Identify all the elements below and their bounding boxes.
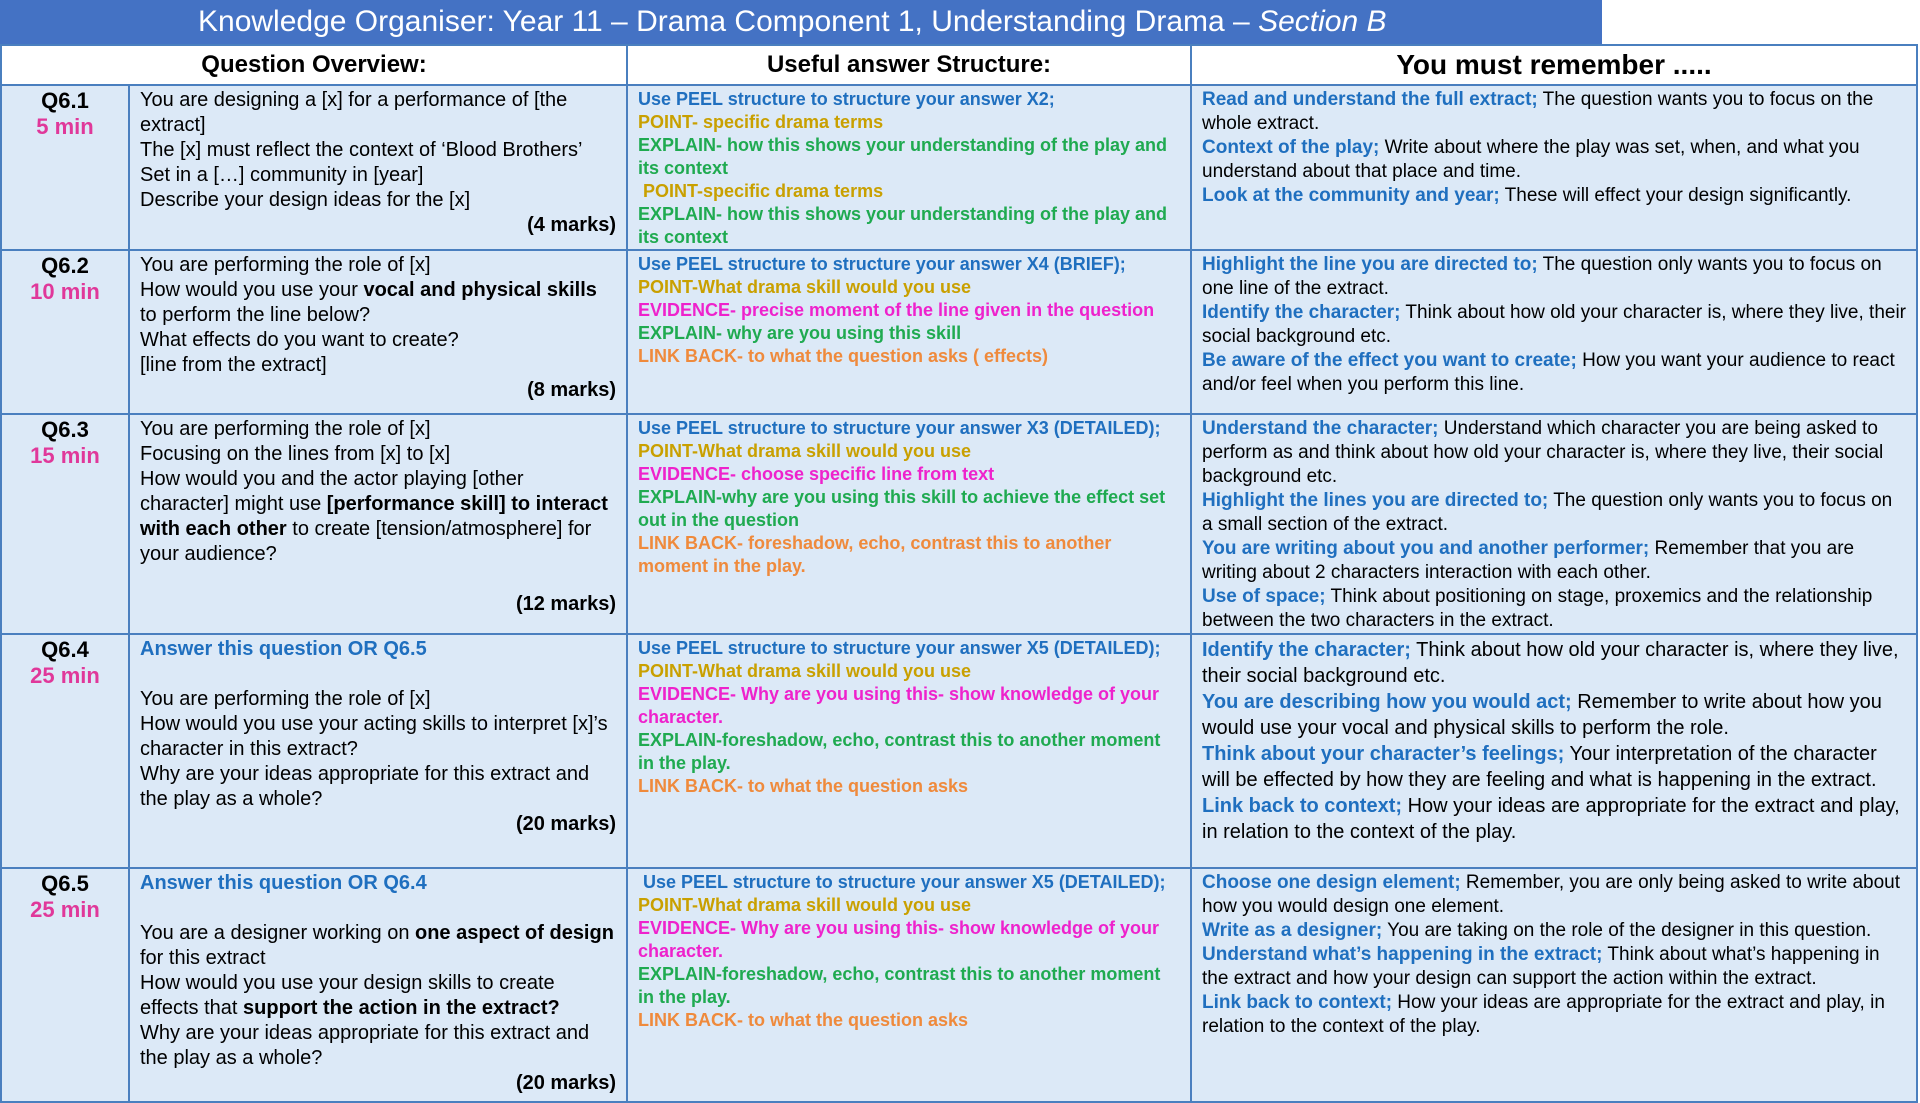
remember-text: Think about how old your character is, where they live, their social background etc. <box>1202 302 1907 347</box>
remember-text: Remember that you are writing about 2 characters interaction with each other. <box>1202 538 1855 583</box>
table-row <box>1 634 1917 868</box>
remember-text: Remember to write about how you would use your vocal and physical skills to perform the role. <box>1202 691 1882 739</box>
question-overview-cell <box>129 868 627 1102</box>
remember-text: Think about what’s happening in the extract and how your design can support the action within the extract. <box>1202 944 1880 989</box>
structure-explain: EXPLAIN- how this shows your understanding of the play and its context <box>638 135 1168 178</box>
structure-intro: Use PEEL structure to structure your answer X5 (DETAILED); <box>638 872 1166 892</box>
remember-key: Write as a designer; <box>1202 920 1383 941</box>
remember-cell <box>1191 634 1917 868</box>
structure-intro: Use PEEL structure to structure your answer X4 (BRIEF); <box>638 254 1126 274</box>
table-row <box>1 85 1917 250</box>
structure-link-back: LINK BACK- to what the question asks <box>638 776 969 796</box>
remember-item <box>1202 537 1906 585</box>
table-row <box>1 414 1917 634</box>
question-id-cell <box>1 414 129 634</box>
structure-explain: EXPLAIN- how this shows your understanding of the play and its context <box>638 204 1168 247</box>
structure-explain: EXPLAIN- why are you using this skill <box>638 323 962 343</box>
header-row <box>1 45 1917 85</box>
remember-item <box>1202 301 1906 349</box>
marks-label: (20 marks) <box>515 1072 616 1094</box>
title-section: Section B <box>1258 5 1387 38</box>
marks-label: (20 marks) <box>515 813 616 835</box>
overview-line: Describe your design ideas for the [x] <box>140 189 471 211</box>
remember-key: Context of the play; <box>1202 137 1380 158</box>
remember-text: Think about positioning on stage, proxemics and the relationship between the two characters in the extract. <box>1202 586 1873 631</box>
answer-choice-note: Answer this question OR Q6.5 <box>140 638 427 660</box>
question-number: Q6.4 <box>41 637 89 662</box>
overview-line: The [x] must reflect the context of ‘Blood Brothers’ <box>140 139 583 161</box>
question-overview-cell <box>129 250 627 414</box>
overview-text: to create [tension/atmosphere] for your audience? <box>140 518 592 565</box>
overview-bold-text: vocal and physical skills <box>363 279 597 301</box>
header-answer-structure: Useful answer Structure: <box>627 45 1191 85</box>
overview-line: Set in a […] community in [year] <box>140 164 424 186</box>
marks-label: (12 marks) <box>515 593 616 615</box>
question-number: Q6.3 <box>41 417 89 442</box>
question-number: Q6.1 <box>41 88 89 113</box>
remember-key: Look at the community and year; <box>1202 185 1500 206</box>
remember-key: Be aware of the effect you want to create; <box>1202 350 1577 371</box>
remember-text: Your interpretation of the character will be effected by how they are feeling and what is happening in the extract. <box>1202 743 1877 791</box>
question-time: 5 min <box>36 114 94 139</box>
remember-text: How your ideas are appropriate for the extract and play, in relation to the context of the play. <box>1202 795 1900 843</box>
page-title <box>0 0 1602 44</box>
remember-item <box>1202 184 1906 208</box>
remember-key: You are describing how you would act; <box>1202 691 1572 713</box>
answer-structure-cell <box>627 85 1191 250</box>
remember-item <box>1202 637 1906 689</box>
structure-link-back: LINK BACK- to what the question asks <box>638 1010 969 1030</box>
remember-text: Write about where the play was set, when, and what you understand about that place and time. <box>1202 137 1860 182</box>
structure-point: POINT-What drama skill would you use <box>638 277 972 297</box>
remember-item <box>1202 585 1906 633</box>
remember-key: Highlight the line you are directed to; <box>1202 254 1538 275</box>
question-overview-cell <box>129 85 627 250</box>
overview-line: Why are your ideas appropriate for this extract and the play as a whole? <box>140 763 590 810</box>
overview-line: You are performing the role of [x] <box>140 418 431 440</box>
title-main: Knowledge Organiser: Year 11 – Drama Component 1, Understanding Drama – <box>198 5 1259 38</box>
question-overview-cell <box>129 634 627 868</box>
remember-key: Use of space; <box>1202 586 1326 607</box>
structure-explain: EXPLAIN-why are you using this skill to achieve the effect set out in the question <box>638 487 1166 530</box>
structure-explain: EXPLAIN-foreshadow, echo, contrast this to another moment in the play. <box>638 730 1161 773</box>
remember-text: These will effect your design significantly. <box>1499 185 1852 206</box>
question-id-cell <box>1 250 129 414</box>
remember-text: The question wants you to focus on the whole extract. <box>1202 89 1874 134</box>
structure-explain: EXPLAIN-foreshadow, echo, contrast this to another moment in the play. <box>638 964 1161 1007</box>
overview-line: Focusing on the lines from [x] to [x] <box>140 443 451 465</box>
remember-key: Understand the character; <box>1202 418 1439 439</box>
remember-text: Understand which character you are being asked to perform as and think about how old your character is, where they live, their social background etc. <box>1202 418 1884 487</box>
overview-line <box>140 278 616 328</box>
remember-item <box>1202 136 1906 184</box>
remember-key: Highlight the lines you are directed to; <box>1202 490 1549 511</box>
header-must-remember: You must remember ..... <box>1191 45 1917 85</box>
remember-cell <box>1191 85 1917 250</box>
remember-key: Think about your character’s feelings; <box>1202 743 1565 765</box>
remember-key: Link back to context; <box>1202 795 1403 817</box>
answer-structure-cell <box>627 414 1191 634</box>
structure-evidence: EVIDENCE- Why are you using this- show knowledge of your character. <box>638 684 1160 727</box>
remember-item <box>1202 741 1906 793</box>
answer-choice-note: Answer this question OR Q6.4 <box>140 872 427 894</box>
overview-line: What effects do you want to create? <box>140 329 459 351</box>
question-time: 25 min <box>30 897 100 922</box>
remember-item <box>1202 489 1906 537</box>
structure-intro: Use PEEL structure to structure your answer X2; <box>638 89 1055 109</box>
overview-bold-text: [performance skill] to interact with each other <box>140 493 608 540</box>
structure-link-back: LINK BACK- to what the question asks ( effects) <box>638 346 1049 366</box>
remember-item <box>1202 349 1906 397</box>
remember-item <box>1202 689 1906 741</box>
marks-label: (8 marks) <box>527 379 616 401</box>
remember-cell <box>1191 414 1917 634</box>
table-row <box>1 250 1917 414</box>
structure-evidence: EVIDENCE- precise moment of the line given in the question <box>638 300 1155 320</box>
overview-text: How would you use your design skills to create effects that <box>140 972 555 1019</box>
question-overview-cell <box>129 414 627 634</box>
remember-item <box>1202 88 1906 136</box>
structure-point: POINT-specific drama terms <box>638 181 884 201</box>
question-number: Q6.5 <box>41 871 89 896</box>
remember-text: You are taking on the role of the designer in this question. <box>1382 920 1872 941</box>
question-number: Q6.2 <box>41 253 89 278</box>
structure-point: POINT-What drama skill would you use <box>638 661 972 681</box>
overview-line: You are designing a [x] for a performance of [the extract] <box>140 89 568 136</box>
overview-bold-text: support the action in the extract? <box>243 997 560 1019</box>
remember-item <box>1202 793 1906 845</box>
structure-point: POINT-What drama skill would you use <box>638 441 972 461</box>
overview-line <box>140 921 616 971</box>
remember-item <box>1202 991 1906 1039</box>
remember-cell <box>1191 868 1917 1102</box>
overview-line: You are performing the role of [x] <box>140 688 431 710</box>
overview-bold-text: one aspect of design <box>415 922 614 944</box>
remember-text: Remember, you are only being asked to write about how you would design one element. <box>1202 872 1901 917</box>
question-id-cell <box>1 634 129 868</box>
overview-text: You are a designer working on <box>140 922 415 944</box>
remember-key: Identify the character; <box>1202 639 1411 661</box>
remember-item <box>1202 919 1906 943</box>
remember-cell <box>1191 250 1917 414</box>
remember-item <box>1202 417 1906 489</box>
remember-key: Understand what’s happening in the extract; <box>1202 944 1603 965</box>
question-time: 15 min <box>30 443 100 468</box>
question-time: 25 min <box>30 663 100 688</box>
overview-text: How would you and the actor playing [other character] might use <box>140 468 524 515</box>
remember-key: Read and understand the full extract; <box>1202 89 1538 110</box>
remember-item <box>1202 943 1906 991</box>
remember-item <box>1202 253 1906 301</box>
question-id-cell <box>1 85 129 250</box>
question-time: 10 min <box>30 279 100 304</box>
structure-point: POINT- specific drama terms <box>638 112 884 132</box>
header-question-overview: Question Overview: <box>1 45 627 85</box>
remember-key: Identify the character; <box>1202 302 1401 323</box>
overview-line: Why are your ideas appropriate for this extract and the play as a whole? <box>140 1022 590 1069</box>
answer-structure-cell <box>627 250 1191 414</box>
question-id-cell <box>1 868 129 1102</box>
structure-link-back: LINK BACK- foreshadow, echo, contrast this to another moment in the play. <box>638 533 1112 576</box>
overview-line: How would you use your acting skills to interpret [x]’s character in this extract? <box>140 713 608 760</box>
structure-intro: Use PEEL structure to structure your answer X5 (DETAILED); <box>638 638 1161 658</box>
remember-text: The question only wants you to focus on a small section of the extract. <box>1202 490 1893 535</box>
structure-evidence: EVIDENCE- Why are you using this- show knowledge of your character. <box>638 918 1160 961</box>
knowledge-organiser-table <box>0 44 1918 1103</box>
marks-label: (4 marks) <box>527 214 616 236</box>
structure-intro: Use PEEL structure to structure your answer X3 (DETAILED); <box>638 418 1161 438</box>
structure-evidence: EVIDENCE- choose specific line from text <box>638 464 995 484</box>
overview-text: How would you use your <box>140 279 364 301</box>
overview-line: You are performing the role of [x] <box>140 254 431 276</box>
overview-line <box>140 467 616 567</box>
remember-text: How you want your audience to react and/or feel when you perform this line. <box>1202 350 1895 395</box>
remember-key: Choose one design element; <box>1202 872 1461 893</box>
remember-item <box>1202 871 1906 919</box>
overview-text: to perform the line below? <box>140 304 371 326</box>
remember-text: Think about how old your character is, where they live, their social background etc. <box>1202 639 1899 687</box>
remember-key: Link back to context; <box>1202 992 1393 1013</box>
answer-structure-cell <box>627 634 1191 868</box>
remember-text: The question only wants you to focus on one line of the extract. <box>1202 254 1882 299</box>
remember-key: You are writing about you and another performer; <box>1202 538 1650 559</box>
remember-text: How your ideas are appropriate for the extract and play, in relation to the context of the play. <box>1202 992 1885 1037</box>
overview-line <box>140 971 616 1021</box>
overview-line: [line from the extract] <box>140 354 327 376</box>
answer-structure-cell <box>627 868 1191 1102</box>
overview-text: for this extract <box>140 947 266 969</box>
structure-point: POINT-What drama skill would you use <box>638 895 972 915</box>
table-row <box>1 868 1917 1102</box>
